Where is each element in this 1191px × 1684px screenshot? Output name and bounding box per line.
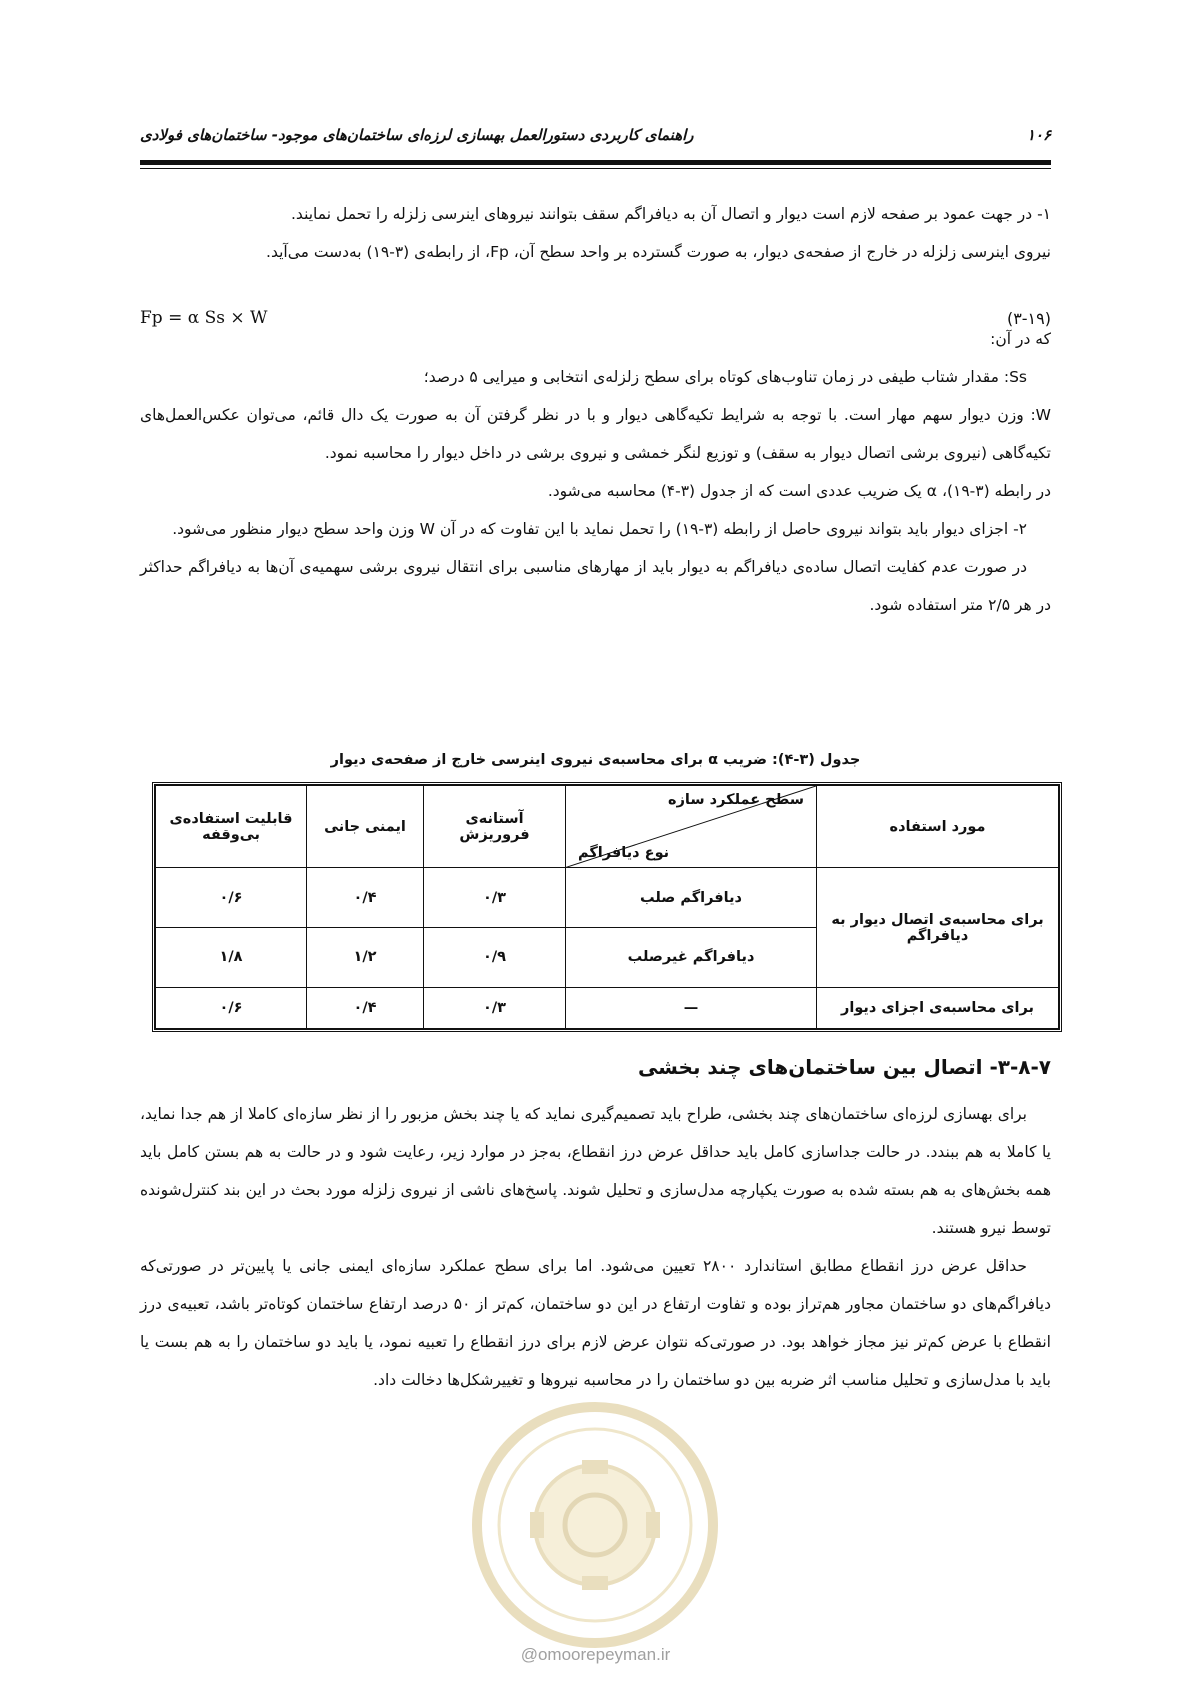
value-cell: ۰/۳ — [424, 868, 566, 928]
paragraph: برای بهسازی لرزه‌ای ساختمان‌های چند بخشی، طراح باید تصمیم‌گیری نماید که یا چند بخش مزبور را از نظر سازه‌ای کاملا از هم جدا نماید، یا کاملا به هم ببندد. در حالت جداسازی کامل باید حداقل عرض درز انقطاع، به‌جز در موارد زیر، رعایت شود و در حالت به هم بستن کامل باید همه بخش‌های به هم بسته شده به صورت یکپارچه مدل‌سازی و تحلیل شوند. پاسخ‌های ناشی از نیروی زلزله مورد بحث در این بند کنترل‌شونده توسط نیرو هستند. — [140, 1105, 1051, 1237]
header-rule-thick — [140, 160, 1051, 165]
usage-wall-connection: برای محاسبه‌ی اتصال دیوار به دیافراگم — [817, 868, 1059, 987]
paragraph: Ss: مقدار شتاب طیفی در زمان تناوب‌های کوتاه برای سطح زلزله‌ی انتخابی و میرایی ۵ درصد؛ — [423, 368, 1027, 386]
paragraph-block-1 — [140, 195, 1051, 271]
diaphragm-type-cell: — — [566, 987, 817, 1028]
value-cell: ۱/۲ — [307, 928, 424, 988]
diaphragm-type-cell: دیافراگم غیرصلب — [566, 928, 817, 988]
paragraph: حداقل عرض درز انقطاع مطابق استاندارد ۲۸۰۰ تعیین می‌شود. اما برای سطح عملکرد سازه‌ای ایمنی جانی یا پایین‌تر در صورتی‌که دیافراگم‌های دو ساختمان مجاور هم‌تراز بوده و تفاوت ارتفاع در این دو ساختمان، کم‌تر از ۵۰ درصد ارتفاع ساختمان کوتاه‌تر باشد، تعبیه‌ی درز انقطاع با عرض کم‌تر نیز مجاز خواهد بود. در صورتی‌که نتوان عرض لازم برای درز انقطاع را تعبیه نمود، یا باید دو ساختمان را به هم بست یا باید با مدل‌سازی و تحلیل مناسب اثر ضربه بین دو ساختمان را در محاسبه نیروها و تغییرشکل‌ها دخالت داد. — [140, 1257, 1051, 1389]
table-caption: جدول (۳-۴): ضریب α برای محاسبه‌ی نیروی اینرسی خارج از صفحه‌ی دیوار — [330, 752, 861, 768]
paragraph: ۱- در جهت عمود بر صفحه لازم است دیوار و اتصال آن به دیافراگم سقف بتوانند نیروهای اینرسی زلزله را تحمل نمایند. — [291, 205, 1051, 223]
page-number: ۱۰۶ — [1026, 126, 1051, 144]
paragraph: ۲- اجزای دیوار باید بتواند نیروی حاصل از رابطه (۳-۱۹) را تحمل نماید با این تفاوت که در آن W وزن واحد سطح دیوار منظور می‌شود. — [172, 520, 1027, 538]
usage-wall-components: برای محاسبه‌ی اجزای دیوار — [817, 987, 1059, 1028]
footer-url: @omoorepeyman.ir — [520, 1645, 671, 1664]
page-header — [140, 118, 1051, 152]
value-cell: ۰/۳ — [424, 987, 566, 1028]
header-immediate-occupancy: قابلیت استفاده‌ی بی‌وقفه — [156, 786, 307, 868]
paragraph: W: وزن دیوار سهم مهار است. با توجه به شرایط تکیه‌گاهی دیوار و با در نظر گرفتن آن به صورت یک دال قائم، می‌توان عکس‌العمل‌های تکیه‌گاهی (نیروی برشی اتصال دیوار به سقف) و توزیع لنگر خمشی و نیروی برشی در داخل دیوار را محاسبه نمود. — [140, 406, 1051, 462]
formula-expression: Fp = α Ss × W — [140, 308, 268, 328]
value-cell: ۰/۴ — [307, 987, 424, 1028]
header-diagonal-cell — [566, 786, 817, 868]
paragraph: در رابطه (۳-۱۹)، α یک ضریب عددی است که از جدول (۳-۴) محاسبه می‌شود. — [547, 482, 1051, 500]
alpha-table — [152, 782, 1062, 1032]
value-cell: ۰/۶ — [156, 868, 307, 928]
value-cell: ۰/۹ — [424, 928, 566, 988]
formula-number: (۳-۱۹) — [1006, 308, 1051, 328]
header-usage: مورد استفاده — [817, 786, 1059, 868]
value-cell: ۱/۸ — [156, 928, 307, 988]
header-rule-thin — [140, 168, 1051, 169]
header-performance-level: سطح عملکرد سازه — [668, 792, 804, 808]
header-diaphragm-type: نوع دیافراگم — [578, 845, 670, 862]
header-life-safety: ایمنی جانی — [307, 786, 424, 868]
publisher-seal-watermark — [470, 1400, 720, 1650]
value-cell: ۰/۴ — [307, 868, 424, 928]
paragraph: که در آن: — [990, 330, 1051, 348]
paragraph: در صورت عدم کفایت اتصال ساده‌ی دیافراگم به دیوار باید از مهارهای مناسبی برای انتقال نیروی برشی سهمیه‌ی آن‌ها به دیافراگم حداکثر در هر ۲/۵ متر استفاده شود. — [140, 558, 1051, 614]
section-body — [140, 1095, 1051, 1399]
header-collapse-prevention: آستانه‌ی فروریزش — [424, 786, 566, 868]
paragraph-block-2 — [140, 320, 1051, 624]
paragraph: نیروی اینرسی زلزله در خارج از صفحه‌ی دیوار، به صورت گسترده بر واحد سطح آن، Fp، از رابطه‌ی (۳-۱۹) به‌دست می‌آید. — [266, 243, 1051, 261]
diaphragm-type-cell: دیافراگم صلب — [566, 868, 817, 928]
value-cell: ۰/۶ — [156, 987, 307, 1028]
header-title: راهنمای کاربردی دستورالعمل بهسازی لرزه‌ای ساختمان‌های موجود- ساختمان‌های فولادی — [140, 126, 694, 144]
section-heading: ۳-۸-۷- اتصال بین ساختمان‌های چند بخشی — [637, 1055, 1051, 1079]
